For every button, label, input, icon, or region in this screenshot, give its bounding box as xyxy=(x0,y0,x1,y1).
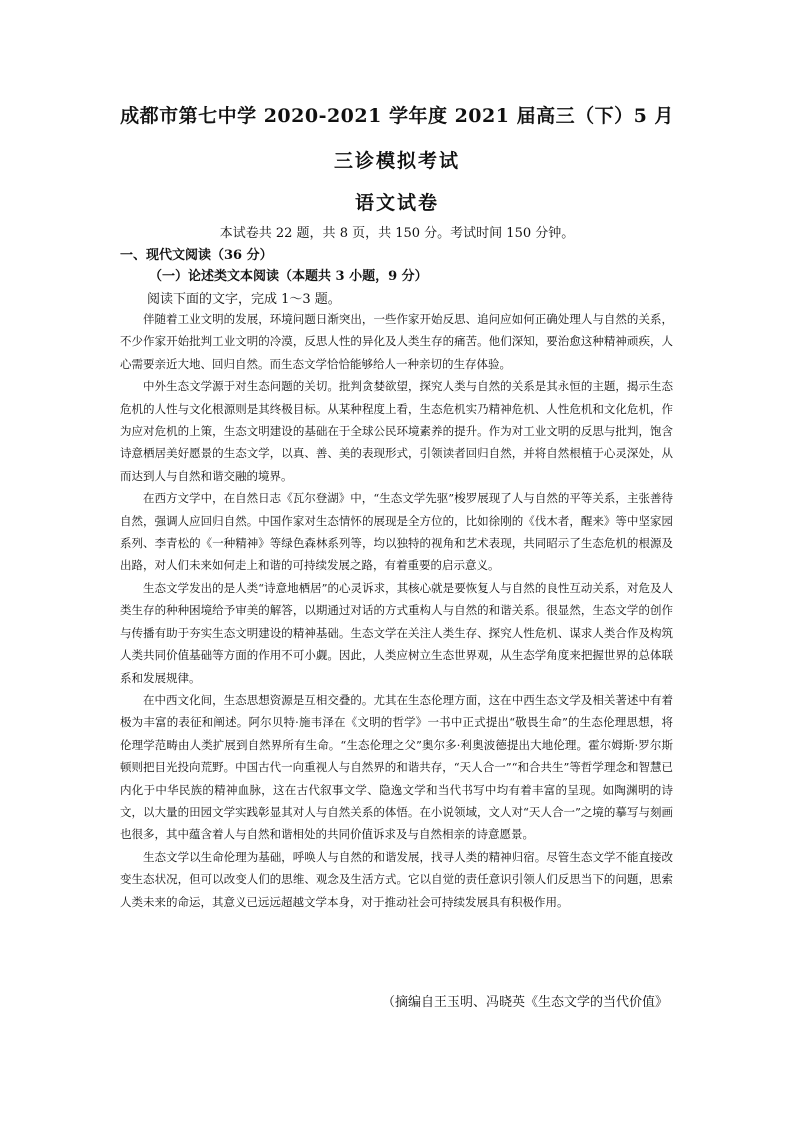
article-paragraph-3: 在西方文学中，在自然日志《瓦尔登湖》中，“生态文学先驱”梭罗展现了人与自然的平等关系，主张善待自然，强调人应回归自然。中国作家对生态情怀的展现是全方位的，比如徐刚的《伐木者，醒来》等中坚家园系列、李青松的《一种精神》等绿色森林系列等，均以独特的视角和艺术表现，共同昭示了生态危机的根源及出路，对人们未来如何走上和谐的可持续发展之路，有着重要的启示意义。 xyxy=(120,491,673,573)
article-paragraph-4: 生态文学发出的是人类“诗意地栖居”的心灵诉求，其核心就是要恢复人与自然的良性互动关系，对危及人类生存的种种困境给予审美的解答，以期通过对话的方式重构人与自然的和谐关系。很显然，生态文学的创作与传播有助于夯实生态文明建设的精神基础。生态文学在关注人类生存、探究人性危机、谋求人类合作及构筑人类共同价值基础等方面的作用不可小觑。因此，人类应树立生态世界观，从生态学角度来把握世界的总体联系和发展规律。 xyxy=(120,580,673,685)
article-paragraph-6: 生态文学以生命伦理为基础，呼唤人与自然的和谐发展，找寻人类的精神归宿。尽管生态文学不能直接改变生态状况，但可以改变人们的思维、观念及生活方式。它以自觉的责任意识引领人们反思当下的问题，思索人类未来的命运，其意义已远远超越文学本身，对于推动社会可持续发展具有积极作用。 xyxy=(120,849,673,909)
article-paragraph-2: 中外生态文学源于对生态问题的关切。批判贪婪欲望，探究人类与自然的关系是其永恒的主题，揭示生态危机的人性与文化根源则是其终极目标。从某种程度上看，生态危机实乃精神危机、人性危机和文化危机，作为应对危机的上策，生态文明建设的基础在于全球公民环境素养的提升。作为对工业文明的反思与批判，饱含诗意栖居美好愿景的生态文学，以真、善、美的表现形式，引领读者回归自然，并将自然根植于心灵深处，从而达到人与自然和谐交融的境界。 xyxy=(120,379,673,483)
section-subheading: （一）论述类文本阅读（本题共 3 小题，9 分） xyxy=(149,269,428,284)
exam-instruction: 本试卷共 22 题，共 8 页，共 150 分。考试时间 150 分钟。 xyxy=(219,226,575,241)
subject-title: 语文试卷 xyxy=(354,192,439,214)
exam-title: 成都市第七中学 2020-2021 学年度 2021 届高三（下）5 月 xyxy=(120,105,674,127)
reading-instruction: 阅读下面的文字，完成 1～3 题。 xyxy=(147,292,341,307)
article-paragraph-5: 在中西文化间，生态思想资源是互相交叠的。尤其在生态伦理方面，这在中西生态文学及相关著述中有着极为丰富的表征和阐述。阿尔贝特·施韦泽在《文明的哲学》一书中正式提出“敬畏生命”的生态伦理思想，将伦理学范畴由人类扩展到自然界所有生命。“生态伦理之父”奥尔多·利奥波德提出大地伦理。霍尔姆斯·罗尔斯顿则把目光投向荒野。中国古代一向重视人与自然界的和谐共存，“天人合一”“和合共生”等哲学理念和智慧已内化于中华民族的精神血脉，这在古代叙事文学、隐逸文学和当代书写中均有着丰富的呈现。如陶渊明的诗文，以大量的田园文学实践彰显其对人与自然关系的体悟。在小说领域，文人对“天人合一”之境的摹写与刻画也很多，其中蕴含着人与自然和谐相处的共同价值诉求及与自然相亲的诗意愿景。 xyxy=(120,692,673,842)
exam-title-line2: 三诊模拟考试 xyxy=(333,150,460,172)
article-source: （摘编自王玉明、冯晓英《生态文学的当代价值》 xyxy=(381,995,668,1010)
section-heading: 一、现代文阅读（36 分） xyxy=(120,248,273,263)
article-paragraph-1: 伴随着工业文明的发展，环境问题日渐突出，一些作家开始反思、追问应如何正确处理人与自然的关系，不少作家开始批判工业文明的冷漠，反思人性的异化及人类生存的痛苦。他们深知，要治愈这种精神顽疾，人心需要亲近大地、回归自然。而生态文学恰恰能够给人一种亲切的生存体验。 xyxy=(120,312,673,371)
article-body xyxy=(120,308,673,913)
